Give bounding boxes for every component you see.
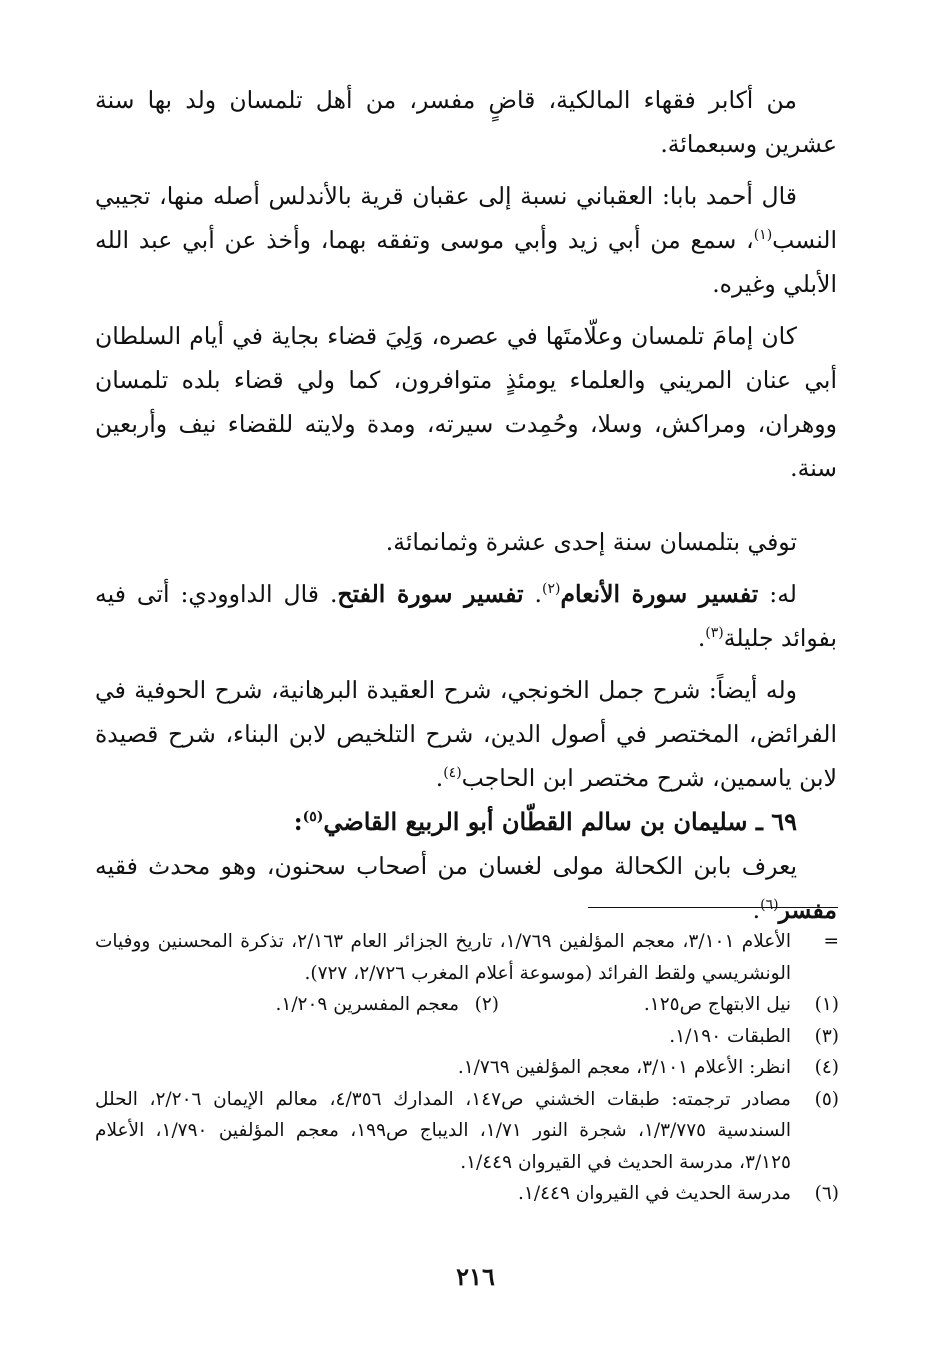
footnote-row-1-2 [95,989,839,1021]
footnote-4-text: انظر: الأعلام ٣/١٠١، معجم المؤلفين ١/٧٦٩. [457,1057,791,1078]
paragraph-death: توفي بتلمسان سنة إحدى عشرة وثمانمائة. [385,528,797,556]
footnote-5-text: مصادر ترجمته: طبقات الخشني ص١٤٧، المدارك ٤/٣٥٦، معالم الإيمان ٢/٢٠٦، الحلل السندسية ١/٣/٧٧٥، شجرة النور ١/٧١، الديباج ص١٩٩، معجم المؤلفين ١/٧٩٠، الأعلام ٣/١٢٥، مدرسة الحديث في القيروان ١/٤٤٩. [95,1088,791,1173]
footnote-3-number: (٣) [814,1025,839,1047]
footnote-2 [276,989,500,1021]
footnote-3-text: الطبقات ١/١٩٠. [669,1025,791,1047]
footnote-continuation-text: الأعلام ٣/١٠١، معجم المؤلفين ١/٧٦٩، تاريخ الجزائر العام ٢/١٦٣، تذكرة المحسنين ووفيات الونشريسي ولقط الفرائد (موسوعة أعلام المغرب ٢/٧٢٦، ٧٢٧). [95,931,791,984]
paragraph-ahmad-baba-start: قال أحمد بابا: العقباني نسبة إلى عقبان قرية بالأندلس أصله منها، [159,182,797,210]
footnote-3 [95,1021,839,1053]
other-works-end: . [435,764,444,792]
footnote-1-number: (١) [814,994,839,1015]
teachers-text: ، سمع من أبي زيد وأبي موسى وتفقه بهما، وأخذ عن أبي عبد الله الأبلي وغيره. [95,226,837,298]
footnote-6 [95,1178,839,1210]
footnote-2-text: معجم المفسرين ١/٢٠٩. [275,994,459,1015]
works-separator: . [534,580,543,608]
footnote-separator [588,907,838,908]
works-rest: . قال الداوودي: أتى فيه بفوائد جليلة [95,580,837,652]
entry-heading-text: ٦٩ ـ سليمان بن سالم القطّان أبو الربيع القاضي [323,807,797,836]
other-works-text: وله أيضاً: شرح جمل الخونجي، شرح العقيدة البرهانية، شرح الحوفية في الفرائض، المختصر في أصول الدين، شرح التلخيص لابن البناء، شرح قصيدة لابن ياسمين، شرح مختصر ابن الحاجب [95,676,837,792]
paragraph-ahmad-baba [95,174,837,306]
entry-body-end: . [752,896,761,924]
nisba-text: تجيبي النسب [95,182,837,254]
works-end: . [697,624,706,652]
entry-heading-colon: : [293,807,303,836]
main-text [95,78,837,932]
paragraph-entry-body [95,844,837,932]
footnote-continuation [95,926,839,989]
footnote-6-text: مدرسة الحديث في القيروان ١/٤٤٩. [518,1183,791,1204]
footnote-4-number: (٤) [814,1057,839,1078]
footnote-4 [95,1052,839,1084]
footnotes [95,926,839,1210]
footnote-ref-3[interactable]: (٣) [705,625,724,642]
page-number: ٢١٦ [456,1262,495,1291]
entry-bold-word: مفسر [778,896,837,924]
footnote-ref-4[interactable]: (٤) [443,765,462,782]
footnote-continuation-marker: = [823,931,839,952]
works-lead: له: [769,580,797,608]
footnote-6-number: (٦) [814,1183,839,1204]
footnote-1 [499,989,839,1021]
work-title-anam: تفسير سورة الأنعام [560,580,759,608]
paragraph-other-works [95,668,837,800]
entry-heading [95,800,837,844]
footnote-5-number: (٥) [814,1088,839,1110]
entry-body-text: يعرف بابن الكحالة مولى لغسان من أصحاب سحنون، وهو محدث فقيه [95,852,797,880]
footnote-2-number: (٢) [474,994,499,1015]
footnote-ref-2[interactable]: (٢) [542,581,561,598]
footnote-ref-1[interactable]: (١) [753,227,773,244]
paragraph-works [95,572,837,660]
paragraph-career: كان إمامَ تلمسان وعلّامتَها في عصره، وَلِيَ قضاء بجاية في أيام السلطان أبي عنان المريني والعلماء يومئذٍ متوافرون، كما ولي قضاء بلده تلمسان ووهران، ومراكش، وسلا، وحُمِدت سيرته، ومدة ولايته للقضاء نيف وأربعين سنة. [95,322,837,482]
work-title-fath: تفسير سورة الفتح [337,580,524,608]
footnote-1-text: نيل الابتهاج ص١٢٥. [643,994,791,1015]
paragraph-intro: من أكابر فقهاء المالكية، قاضٍ مفسر، من أهل تلمسان ولد بها سنة عشرين وسبعمائة. [95,86,837,158]
footnote-ref-6[interactable]: (٦) [760,897,779,914]
footnote-5 [95,1084,839,1179]
footnote-ref-5[interactable]: (٥) [302,809,324,825]
